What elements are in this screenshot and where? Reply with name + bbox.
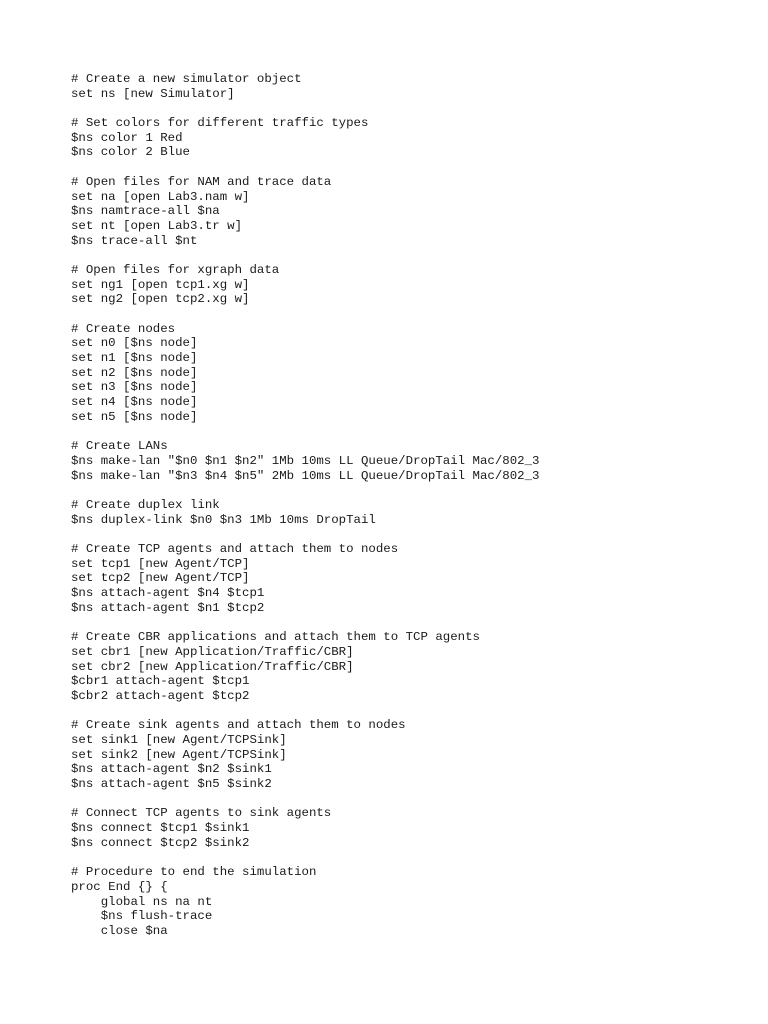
code-line: # Create a new simulator object bbox=[71, 72, 302, 86]
code-line bbox=[71, 425, 751, 440]
code-line: proc End {} { bbox=[71, 879, 168, 894]
code-line: set nt [open Lab3.tr w] bbox=[71, 218, 243, 233]
code-block bbox=[71, 72, 751, 939]
code-line: set ns [new Simulator] bbox=[71, 86, 235, 101]
code-line: $ns make-lan "$n3 $n4 $n5" 2Mb 10ms LL Queue/DropTail Mac/802_3 bbox=[71, 468, 540, 483]
code-line bbox=[71, 527, 751, 542]
code-line bbox=[71, 704, 751, 719]
code-line: $ns duplex-link $n0 $n3 1Mb 10ms DropTail bbox=[71, 512, 376, 527]
code-line bbox=[71, 101, 751, 116]
code-line: # Open files for NAM and trace data bbox=[71, 174, 332, 189]
code-line: $cbr1 attach-agent $tcp1 bbox=[71, 674, 250, 689]
code-line: set tcp2 [new Agent/TCP] bbox=[71, 571, 250, 586]
code-line: # Open files for xgraph data bbox=[71, 262, 280, 277]
code-line bbox=[71, 615, 751, 630]
code-line: $ns namtrace-all $na bbox=[71, 204, 220, 219]
code-line: # Create sink agents and attach them to nodes bbox=[71, 718, 406, 733]
code-line: set n0 [$ns node] bbox=[71, 336, 198, 351]
code-line: # Connect TCP agents to sink agents bbox=[71, 806, 332, 821]
code-line: $ns flush-trace bbox=[71, 909, 213, 924]
code-line bbox=[71, 160, 751, 175]
code-line: # Procedure to end the simulation bbox=[71, 865, 317, 880]
code-line: close $na bbox=[71, 923, 168, 938]
code-line: set cbr1 [new Application/Traffic/CBR] bbox=[71, 644, 354, 659]
code-line: # Create LANs bbox=[71, 439, 168, 454]
code-line: set ng1 [open tcp1.xg w] bbox=[71, 277, 250, 292]
code-line: # Create CBR applications and attach them to TCP agents bbox=[71, 630, 480, 645]
code-line bbox=[71, 483, 751, 498]
code-line: $ns attach-agent $n1 $tcp2 bbox=[71, 600, 265, 615]
code-line: $ns color 1 Red bbox=[71, 130, 183, 145]
code-line: set ng2 [open tcp2.xg w] bbox=[71, 292, 250, 307]
code-line: $ns trace-all $nt bbox=[71, 233, 198, 248]
code-line: set na [open Lab3.nam w] bbox=[71, 189, 250, 204]
code-line: $ns attach-agent $n4 $tcp1 bbox=[71, 586, 265, 601]
code-line: $cbr2 attach-agent $tcp2 bbox=[71, 688, 250, 703]
code-line: set n1 [$ns node] bbox=[71, 351, 198, 366]
code-line: set tcp1 [new Agent/TCP] bbox=[71, 556, 250, 571]
code-line: $ns color 2 Blue bbox=[71, 145, 190, 160]
code-line bbox=[71, 792, 751, 807]
code-line: set cbr2 [new Application/Traffic/CBR] bbox=[71, 659, 354, 674]
code-line: $ns connect $tcp1 $sink1 bbox=[71, 821, 250, 836]
code-line: set n2 [$ns node] bbox=[71, 365, 198, 380]
code-line bbox=[71, 850, 751, 865]
code-line bbox=[71, 248, 751, 263]
code-line: # Set colors for different traffic types bbox=[71, 116, 369, 131]
code-line: # Create duplex link bbox=[71, 497, 220, 512]
code-line: # Create TCP agents and attach them to nodes bbox=[71, 542, 399, 556]
code-line: set sink1 [new Agent/TCPSink] bbox=[71, 732, 287, 747]
code-line: global ns na nt bbox=[71, 894, 213, 909]
code-line: set n3 [$ns node] bbox=[71, 380, 198, 395]
code-line: set n4 [$ns node] bbox=[71, 395, 198, 410]
code-line: $ns attach-agent $n2 $sink1 bbox=[71, 762, 272, 777]
code-line: $ns make-lan "$n0 $n1 $n2" 1Mb 10ms LL Queue/DropTail Mac/802_3 bbox=[71, 453, 540, 468]
code-line: $ns attach-agent $n5 $sink2 bbox=[71, 777, 272, 791]
code-line: set sink2 [new Agent/TCPSink] bbox=[71, 747, 287, 762]
code-line: set n5 [$ns node] bbox=[71, 409, 198, 424]
code-line: $ns connect $tcp2 $sink2 bbox=[71, 835, 250, 850]
code-line bbox=[71, 307, 751, 322]
code-line: # Create nodes bbox=[71, 321, 176, 336]
